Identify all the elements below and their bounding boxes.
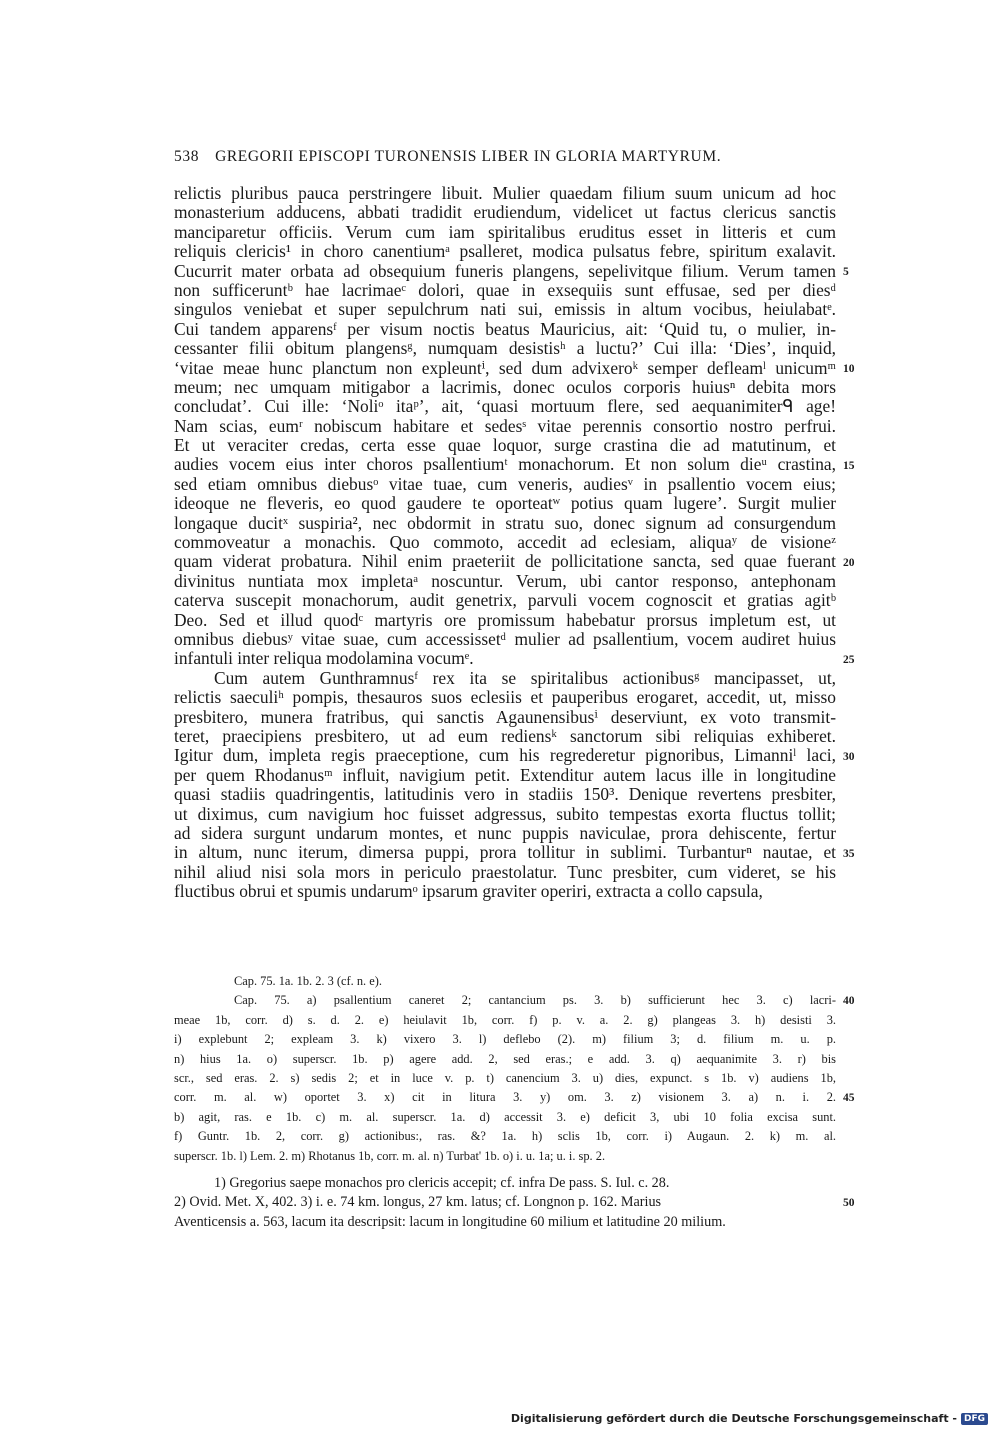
line-number: 50 [843, 1197, 855, 1210]
line-number: 35 [843, 847, 855, 860]
text-line: concludat’. Cui ille: ‘Noliᵒ itaᵖ’, ait, ‘quasi mortuum flere, sed aequanimiterᑫ age! [174, 396, 836, 417]
text-line: Et ut veraciter credas, certa esse quae loquor, surge crastina die ad matutinum, et [174, 435, 836, 456]
footnote-line: 2) Ovid. Met. X, 402. 3) i. e. 74 km. longus, 27 km. latus; cf. Longnon p. 162. Marius [174, 1194, 662, 1211]
text-line: monasterium adducens, abbati tradidit erudiendum, videlicet ut factus clericus sanctis [174, 202, 836, 223]
running-header [174, 148, 834, 166]
text-line: ut diximus, cum navigium hoc fuisset adgressus, subito tempestas exorta fluctus tollit; [174, 803, 836, 824]
text-line: meum; nec umquam mitigabor a lacrimis, donec oculos corporis huiusⁿ debita mors [174, 376, 836, 397]
apparatus-line: corr. m. al. w) oportet 3. x) cit in litura 3. y) om. 3. z) visionem 3. a) n. i. 2. [174, 1090, 836, 1105]
text-line: Igitur dum, impleta regis praeceptione, cum his regrederetur pignoribus, Limanniˡ laci, [174, 745, 836, 766]
text-line: omnibus diebusʸ vitae suae, cum accessissetᵈ mulier ad psallentium, vocem audiret huius [174, 628, 836, 649]
text-line: sed etiam omnibus diebusᵒ vitae tuae, cum veneris, audiesᵛ in psallentio vocem eius; [174, 473, 836, 494]
text-line: Cucurrit mater orbata ad obsequium funeris plangens, sepelivitque filium. Verum tamen [174, 260, 836, 281]
text-line: presbitero, munera fratribus, qui sanctis Agaunensibusⁱ deserviunt, ex voto transmit- [174, 706, 836, 727]
apparatus-line: scr., sed eras. 2. s) sedis 2; et in luce v. p. t) canencium 3. u) dies, expunct. s 1b. v) audiens 1b, [174, 1070, 836, 1085]
running-title: GREGORII EPISCOPI TURONENSIS LIBER IN GLORIA MARTYRUM. [215, 148, 722, 165]
line-number: 25 [843, 653, 855, 666]
line-number: 10 [843, 362, 855, 375]
line-number: 20 [843, 556, 855, 569]
text-line: divinitus nuntiata mox impletaᵃ noscuntur. Verum, ubi cantor responso, antephonam [174, 570, 836, 591]
apparatus-line: Cap. 75. 1a. 1b. 2. 3 (cf. n. e). [234, 974, 382, 988]
text-line: ad sidera surgunt undarum montes, et nunc puppis naviculae, prora dehiscente, fertur [174, 822, 836, 843]
text-line: Cum autem Gunthramnusᶠ rex ita se spiritalibus actionibusᵍ mancipasset, ut, [214, 667, 836, 688]
text-line: relictis saeculiʰ pompis, thesauros suos eclesiis et pauperibus erogaret, accedit, ut, misso [174, 687, 836, 708]
text-line: reliquis clericis¹ in choro canentiumᵃ psalleret, modica pulsatus febre, spiritum exalavit. [174, 241, 836, 262]
line-number: 30 [843, 750, 855, 763]
dfg-logo-icon: DFG [961, 1413, 988, 1425]
main-text [174, 184, 836, 901]
text-line: teret, praecipiens presbitero, ut ad eum rediensᵏ sanctorum sibi reliquias exhiberet. [174, 725, 836, 746]
footnote-line: 1) Gregorius saepe monachos pro clericis accepit; cf. infra De pass. S. Iul. c. 28. [214, 1175, 670, 1191]
credit-text: Digitalisierung gefördert durch die Deutsche Forschungsgemeinschaft - [510, 1412, 957, 1425]
text-line: longaque ducitˣ suspiria², nec obdormit in stratu suo, donec signum ad consurgendum [174, 512, 836, 533]
text-line: infantuli inter reliqua modolamina vocumᵉ. [174, 648, 474, 669]
text-line: fluctibus obrui et spumis undarumᵒ ipsarum graviter operiri, extracta a collo capsula, [174, 881, 763, 902]
apparatus-line: b) agit, ras. e 1b. c) m. al. superscr. 1a. d) accessit 3. e) deficit 3, ubi 10 folia excisa sunt. [174, 1109, 836, 1124]
text-line: nihil aliud nisi sola mors in periculo praestolatur. Tunc presbiter, cum videret, se his [174, 861, 836, 882]
apparatus-line: meae 1b, corr. d) s. d. 2. e) heiulavit 1b, corr. f) p. v. a. 2. g) plangeas 3. h) desisti 3. [174, 1012, 836, 1027]
text-line: Deo. Sed et illud quodᶜ martyris ore promissum habebatur prorsus impletum est, ut [174, 609, 836, 630]
apparatus-line: f) Guntr. 1b. 2, corr. g) actionibus:, ras. &? 1a. h) sclis 1b, corr. i) Augaun. 2. k) m. al. [174, 1129, 836, 1144]
text-line: ideoque ne fleveris, eo quod gaudere te oporteatʷ potius quam lugere’. Surgit mulier [174, 493, 836, 514]
text-line: per quem Rhodanusᵐ influit, navigium petit. Extenditur autem lacus ille in longitudine [174, 764, 836, 785]
apparatus-line: superscr. 1b. l) Lem. 2. m) Rhotanus 1b, corr. m. al. n) Turbat' 1b. o) i. u. 1a; u. i. sp. 2. [174, 1148, 606, 1163]
apparatus-line: i) explebunt 2; expleam 3. k) vixero 3. l) deflebo (2). m) filium 3; d. filium m. u. p. [174, 1032, 836, 1047]
text-line: non sufficeruntᵇ hae lacrimaeᶜ dolori, quae in exsequiis sunt effusae, sed per diesᵈ [174, 279, 836, 300]
digitization-credit [511, 1412, 988, 1425]
footnotes [174, 1174, 836, 1232]
footnote-line: Aventicensis a. 563, lacum ita descripsit: lacum in longitudine 60 milium et latitudine 20 milium. [174, 1213, 726, 1230]
text-line: Cui tandem apparensᶠ per visum noctis beatus Mauricius, ait: ‘Quid tu, o mulier, in- [174, 318, 836, 339]
text-line: cessanter filii obitum plangensᵍ, numquam desistisʰ a luctu?’ Cui illa: ‘Dies’, inquid, [174, 338, 836, 359]
page-number: 538 [174, 148, 200, 165]
text-line: caterva suscepit monachorum, audit genetrix, parvuli vocem cognoscit et gratias agitᵇ [174, 590, 836, 611]
critical-apparatus [174, 972, 836, 1166]
text-line: in altum, nunc iterum, dimersa puppi, prora tollitur in sublimi. Turbanturⁿ nautae, et [174, 842, 836, 863]
line-number: 5 [843, 265, 849, 278]
text-line: quasi stadiis quadringentis, latitudinis vero in stadiis 150³. Denique revertens presbiter, [174, 784, 836, 805]
line-number: 40 [843, 995, 855, 1008]
apparatus-line: n) hius 1a. o) superscr. 1b. p) agere add. 2, sed eras.; e add. 3. q) aequanimite 3. r) bis [174, 1051, 836, 1066]
text-line: Nam scias, eumʳ nobiscum habitare et sedesˢ vitae perennis consortio nostro perfrui. [174, 415, 836, 436]
text-line: quam viderat probatura. Nihil enim praeteriit de pollicitatione sancta, sed quae fuerant [174, 551, 836, 572]
line-number: 15 [843, 459, 855, 472]
text-line: singulos veniebat et super sepulchrum nati sui, emissis in altum vocibus, heiulabatᵉ. [174, 299, 836, 320]
text-line: manciparetur officiis. Verum cum iam spiritalibus eruditus esset in litteris et cum [174, 221, 836, 242]
text-line: audies vocem eius inter choros psallentiumᵗ monachorum. Et non solum dieᵘ crastina, [174, 454, 836, 475]
text-line: ‘vitae meae hunc planctum non expleuntⁱ, sed dum advixeroᵏ semper defleamˡ unicumᵐ [174, 357, 836, 378]
apparatus-line: Cap. 75. a) psallentium caneret 2; cantancium ps. 3. b) sufficierunt hec 3. c) lacri- [234, 993, 836, 1008]
text-line: relictis pluribus pauca perstringere libuit. Mulier quaedam filium suum unicum ad hoc [174, 183, 836, 203]
line-number: 45 [843, 1092, 855, 1105]
text-line: commoveatur a monachis. Quo commoto, accedit ad eclesiam, aliquaʸ de visioneᶻ [174, 532, 836, 553]
